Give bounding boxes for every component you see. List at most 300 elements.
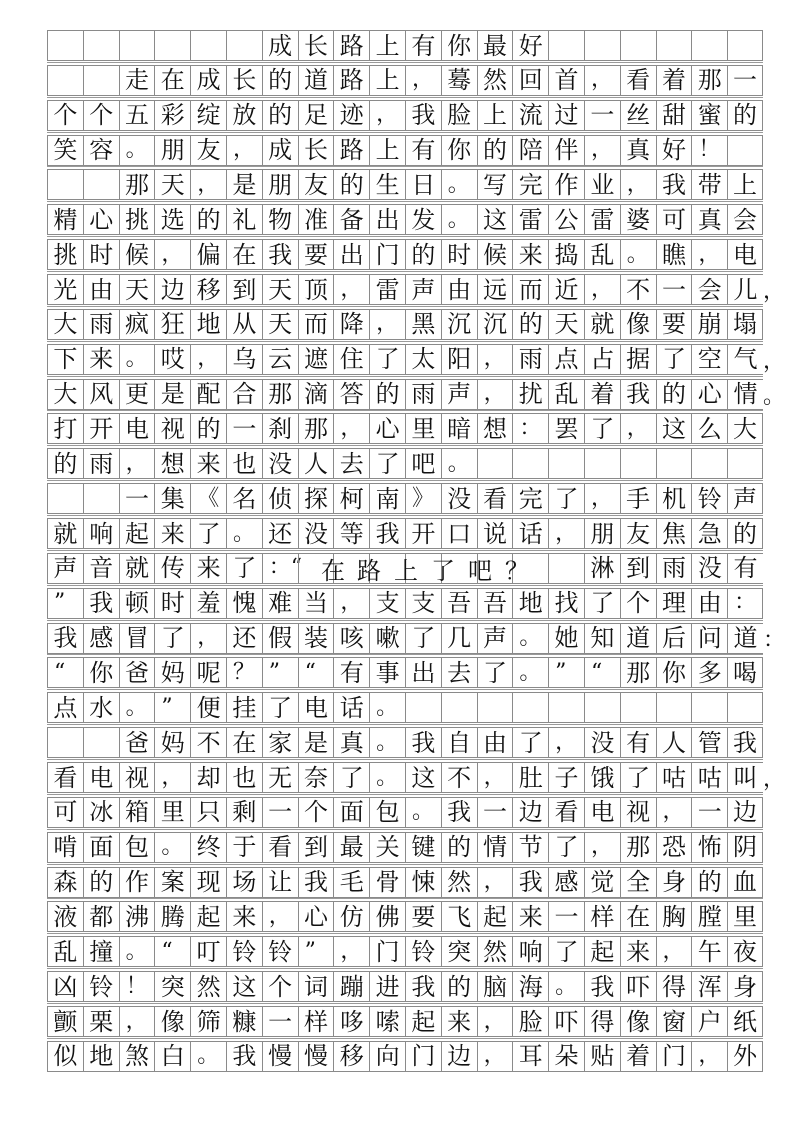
grid-cell: 集	[154, 484, 190, 513]
grid-cell: 移	[333, 1042, 369, 1071]
grid-cell: 着	[656, 66, 692, 95]
grid-cell: 。	[405, 798, 441, 827]
grid-cell: ：“	[262, 554, 298, 583]
grid-cell	[727, 31, 763, 60]
grid-cell: 电	[83, 763, 119, 792]
grid-cell: ，	[190, 345, 226, 374]
grid-cell: 时	[83, 240, 119, 269]
grid-cell: 下	[47, 345, 83, 374]
grid-cell: 知	[584, 624, 620, 653]
grid-cell: 无	[262, 763, 298, 792]
grid-cell: 而	[512, 275, 548, 304]
grid-cell: 喝	[727, 658, 763, 687]
grid-cell: 口	[441, 519, 477, 548]
grid-cell: 手	[620, 484, 656, 513]
grid-cell: 选	[154, 205, 190, 234]
grid-cell: 大	[47, 310, 83, 339]
grid-cell: 长	[298, 136, 334, 165]
grid-cell: 传	[154, 554, 190, 583]
grid-cell: 道	[620, 624, 656, 653]
grid-cell: ：	[512, 414, 548, 443]
grid-cell: 。	[154, 833, 190, 862]
grid-cell: 了	[262, 693, 298, 722]
grid-cell: 柯	[333, 484, 369, 513]
grid-cell: 更	[119, 380, 155, 409]
grid-cell: 向	[369, 1042, 405, 1071]
grid-cell: 点	[47, 693, 83, 722]
overhang-punctuation: ，	[762, 348, 785, 374]
grid-cell: 那	[119, 170, 155, 199]
grid-cell: 了	[548, 833, 584, 862]
grid-cell	[477, 449, 513, 478]
grid-cell: 问	[691, 624, 727, 653]
grid-cell: 笑	[47, 136, 83, 165]
grid-cell: 的	[691, 868, 727, 897]
grid-cell: 。	[441, 205, 477, 234]
grid-cell: 你	[441, 136, 477, 165]
grid-cell: 去	[333, 449, 369, 478]
grid-cell	[691, 31, 727, 60]
grid-cell: 了	[226, 554, 262, 583]
grid-cell: 声	[405, 275, 441, 304]
grid-cell	[584, 31, 620, 60]
grid-cell: 想	[154, 449, 190, 478]
grid-cell: ，	[369, 310, 405, 339]
grid-cell: 起	[119, 519, 155, 548]
grid-cell: 边	[154, 275, 190, 304]
grid-cell: 朋	[584, 519, 620, 548]
grid-cell: 来	[83, 345, 119, 374]
grid-cell: ，	[548, 728, 584, 757]
grid-cell: 的	[47, 449, 83, 478]
grid-cell: 场	[226, 868, 262, 897]
grid-cell: 顿	[119, 589, 155, 618]
grid-cell: 阴	[727, 833, 763, 862]
grid-cell: 会	[727, 205, 763, 234]
grid-cell: 作	[548, 170, 584, 199]
grid-cell: 事	[369, 658, 405, 687]
grid-cell: 我	[47, 624, 83, 653]
grid-cell: 了	[620, 763, 656, 792]
grid-cell	[620, 693, 656, 722]
grid-cell: 的	[83, 868, 119, 897]
grid-cell	[441, 693, 477, 722]
grid-cell: 关	[369, 833, 405, 862]
grid-cell: 是	[298, 728, 334, 757]
grid-cell: 真	[691, 205, 727, 234]
grid-cell: 面	[333, 798, 369, 827]
grid-cell: 包	[119, 833, 155, 862]
grid-cell: ，	[620, 414, 656, 443]
grid-cell: ，	[477, 345, 513, 374]
grid-cell: 森	[47, 868, 83, 897]
grid-cell: 凶	[47, 972, 83, 1001]
grid-cell: 我	[727, 728, 763, 757]
grid-cell: 心	[369, 414, 405, 443]
grid-cell: 最	[333, 833, 369, 862]
grid-cell: 感	[548, 868, 584, 897]
grid-cell: 恐	[656, 833, 692, 862]
grid-cell: 奈	[298, 763, 334, 792]
grid-cell	[548, 449, 584, 478]
grid-cell: 发	[405, 205, 441, 234]
grid-cell: 雷	[584, 205, 620, 234]
grid-cell	[727, 449, 763, 478]
grid-row	[47, 936, 763, 967]
grid-cell: 点	[548, 345, 584, 374]
grid-cell: 你	[656, 658, 692, 687]
grid-cell: 由	[477, 728, 513, 757]
grid-cell: 那	[620, 833, 656, 862]
grid-cell: 羞	[190, 589, 226, 618]
grid-cell: 管	[691, 728, 727, 757]
grid-cell: 个	[262, 972, 298, 1001]
grid-cell: 里	[727, 902, 763, 931]
grid-cell: 。	[119, 136, 155, 165]
grid-cell: 有	[727, 554, 763, 583]
grid-cell: ，	[620, 170, 656, 199]
grid-cell: 冰	[83, 798, 119, 827]
grid-cell: 友	[298, 170, 334, 199]
grid-cell: 气	[727, 345, 763, 374]
grid-cell: 成	[262, 31, 298, 60]
grid-cell: 扰	[512, 380, 548, 409]
grid-cell: 铃	[262, 937, 298, 966]
drifted-character: 路	[357, 556, 381, 585]
grid-cell: 门	[656, 1042, 692, 1071]
grid-cell: 上	[727, 170, 763, 199]
grid-cell: 出	[405, 658, 441, 687]
grid-cell: 天	[262, 275, 298, 304]
grid-cell: 仿	[333, 902, 369, 931]
grid-cell: 铃	[83, 972, 119, 1001]
grid-cell: 边	[512, 798, 548, 827]
overhang-punctuation: ，	[762, 279, 785, 305]
grid-cell: 。	[369, 693, 405, 722]
grid-cell: 。	[441, 170, 477, 199]
grid-cell: 一	[477, 798, 513, 827]
grid-cell: 耳	[512, 1042, 548, 1071]
grid-cell: 长	[226, 66, 262, 95]
grid-cell	[226, 31, 262, 60]
grid-cell: ，	[333, 589, 369, 618]
grid-cell: 真	[333, 728, 369, 757]
grid-cell: 礼	[226, 205, 262, 234]
grid-cell: ，	[584, 275, 620, 304]
grid-cell	[47, 170, 83, 199]
grid-cell: 有	[405, 136, 441, 165]
grid-row	[47, 832, 763, 863]
grid-cell: 侦	[262, 484, 298, 513]
grid-cell: 好	[512, 31, 548, 60]
grid-row	[47, 100, 763, 131]
grid-cell: 了	[369, 449, 405, 478]
grid-cell: 道	[298, 66, 334, 95]
grid-cell: 几	[441, 624, 477, 653]
grid-cell: 这	[477, 205, 513, 234]
grid-cell: 容	[83, 136, 119, 165]
grid-cell: 身	[727, 972, 763, 1001]
grid-cell: 词	[298, 972, 334, 1001]
grid-cell: 嗽	[369, 624, 405, 653]
grid-cell: 最	[477, 31, 513, 60]
grid-cell	[512, 693, 548, 722]
grid-cell: 一	[548, 902, 584, 931]
grid-cell: 日	[405, 170, 441, 199]
grid-cell: 《	[190, 484, 226, 513]
grid-row	[47, 413, 763, 444]
grid-row	[47, 657, 763, 688]
grid-cell	[83, 728, 119, 757]
grid-cell: 电	[119, 414, 155, 443]
grid-cell: ，	[477, 868, 513, 897]
grid-cell: 夜	[727, 937, 763, 966]
grid-cell: 呢	[190, 658, 226, 687]
grid-cell: 样	[298, 1007, 334, 1036]
grid-cell: 边	[727, 798, 763, 827]
grid-cell: 天	[548, 310, 584, 339]
grid-cell: 看	[47, 763, 83, 792]
grid-cell: 的	[512, 310, 548, 339]
grid-cell: ，	[548, 519, 584, 548]
grid-cell: 挑	[119, 205, 155, 234]
grid-cell: 沉	[441, 310, 477, 339]
grid-row	[47, 518, 763, 549]
grid-cell: 五	[119, 101, 155, 130]
grid-cell: 吓	[548, 1007, 584, 1036]
overhang-punctuation: 。	[762, 383, 785, 409]
grid-cell: 公	[548, 205, 584, 234]
grid-cell: 》	[405, 484, 441, 513]
grid-cell: 的	[262, 101, 298, 130]
grid-cell: 在	[226, 240, 262, 269]
grid-cell: 水	[83, 693, 119, 722]
grid-cell: 朋	[262, 170, 298, 199]
grid-cell: 全	[620, 868, 656, 897]
grid-cell: 了	[333, 763, 369, 792]
grid-cell: 成	[262, 136, 298, 165]
grid-cell: 起	[190, 902, 226, 931]
grid-cell: 纸	[727, 1007, 763, 1036]
grid-cell: 了	[548, 937, 584, 966]
grid-cell: 我	[405, 972, 441, 1001]
grid-cell: 天	[119, 275, 155, 304]
grid-cell: 起	[584, 937, 620, 966]
grid-cell: 脸	[441, 101, 477, 130]
grid-cell: 人	[656, 728, 692, 757]
grid-cell: 看	[477, 484, 513, 513]
grid-cell: 而	[298, 310, 334, 339]
grid-cell: 雨	[83, 310, 119, 339]
grid-cell: 看	[620, 66, 656, 95]
grid-cell: 让	[262, 868, 298, 897]
grid-cell: 上	[369, 66, 405, 95]
grid-cell: 上	[369, 136, 405, 165]
drifted-character: 吧	[468, 556, 492, 585]
grid-cell: 打	[47, 414, 83, 443]
grid-cell: 蓦	[441, 66, 477, 95]
grid-cell: 没	[262, 449, 298, 478]
grid-cell: 脸	[512, 1007, 548, 1036]
grid-cell: 过	[548, 101, 584, 130]
grid-cell: 进	[369, 972, 405, 1001]
grid-cell: 的	[333, 170, 369, 199]
grid-cell: 没	[441, 484, 477, 513]
grid-cell: 可	[47, 798, 83, 827]
grid-cell: ”	[262, 658, 298, 687]
grid-cell: 陪	[512, 136, 548, 165]
title-row	[47, 30, 763, 61]
grid-cell: 狂	[154, 310, 190, 339]
grid-cell: 。	[190, 1042, 226, 1071]
grid-cell: 的	[727, 101, 763, 130]
grid-row	[47, 971, 763, 1002]
grid-cell: 我	[226, 1042, 262, 1071]
grid-cell: ：	[727, 589, 763, 618]
grid-cell: 么	[691, 414, 727, 443]
grid-cell: 一	[119, 484, 155, 513]
grid-cell: 情	[477, 833, 513, 862]
grid-cell: 光	[47, 275, 83, 304]
grid-cell: 要	[656, 310, 692, 339]
grid-cell	[83, 484, 119, 513]
grid-row	[47, 379, 785, 410]
grid-cell: ，	[477, 763, 513, 792]
grid-cell	[47, 31, 83, 60]
grid-cell: 住	[333, 345, 369, 374]
grid-cell: 然	[477, 66, 513, 95]
grid-row	[47, 204, 763, 235]
grid-cell: 吾	[477, 589, 513, 618]
grid-cell: 到	[226, 275, 262, 304]
grid-cell: 。	[226, 519, 262, 548]
grid-cell: 这	[656, 414, 692, 443]
grid-cell: 响	[512, 937, 548, 966]
grid-cell: 要	[298, 240, 334, 269]
overhang-punctuation: ，	[762, 767, 785, 793]
grid-cell: 户	[691, 1007, 727, 1036]
grid-cell: 脑	[477, 972, 513, 1001]
grid-cell: 写	[477, 170, 513, 199]
grid-cell: 婆	[620, 205, 656, 234]
grid-cell	[405, 693, 441, 722]
grid-cell: 是	[226, 170, 262, 199]
grid-cell: 配	[190, 380, 226, 409]
grid-cell: 音	[83, 554, 119, 583]
grid-cell: 回	[512, 66, 548, 95]
grid-cell: 叮	[190, 937, 226, 966]
grid-cell: 哆	[333, 1007, 369, 1036]
grid-cell: 一	[262, 1007, 298, 1036]
grid-cell: 得	[584, 1007, 620, 1036]
grid-row	[47, 901, 763, 932]
grid-cell: 塌	[727, 310, 763, 339]
grid-cell: 个	[47, 101, 83, 130]
grid-cell: 我	[620, 380, 656, 409]
grid-cell: 了	[477, 658, 513, 687]
grid-cell: 颤	[47, 1007, 83, 1036]
grid-cell: 突	[154, 972, 190, 1001]
grid-cell: 流	[512, 101, 548, 130]
grid-cell: 急	[691, 519, 727, 548]
grid-cell: 找	[548, 589, 584, 618]
grid-cell: 门	[369, 240, 405, 269]
grid-cell: 电	[727, 240, 763, 269]
grid-cell	[727, 136, 763, 165]
grid-cell: 等	[333, 519, 369, 548]
grid-cell: 。	[369, 763, 405, 792]
grid-cell: 没	[584, 728, 620, 757]
grid-cell: 咕	[691, 763, 727, 792]
grid-cell: 有	[620, 728, 656, 757]
grid-cell: 像	[620, 310, 656, 339]
grid-cell: 饿	[584, 763, 620, 792]
grid-cell: 支	[369, 589, 405, 618]
grid-cell: 刹	[262, 414, 298, 443]
grid-cell: 然	[190, 972, 226, 1001]
grid-cell: ，	[584, 484, 620, 513]
grid-cell: 了	[512, 728, 548, 757]
grid-cell	[548, 554, 584, 583]
drifted-character: ？	[505, 556, 529, 585]
grid-cell: 。	[119, 937, 155, 966]
grid-cell: 浑	[691, 972, 727, 1001]
grid-row	[47, 797, 763, 828]
grid-cell: 看	[548, 798, 584, 827]
grid-cell: 没	[691, 554, 727, 583]
grid-cell: 长	[298, 31, 334, 60]
grid-cell: 里	[405, 414, 441, 443]
grid-cell: 心	[691, 380, 727, 409]
grid-cell: 吾	[441, 589, 477, 618]
grid-cell: 觉	[584, 868, 620, 897]
grid-cell: 筛	[190, 1007, 226, 1036]
grid-cell: 有	[333, 658, 369, 687]
grid-cell: 看	[262, 833, 298, 862]
grid-row	[47, 867, 763, 898]
grid-cell	[548, 31, 584, 60]
grid-row	[47, 169, 763, 200]
grid-row	[47, 239, 763, 270]
grid-cell	[584, 449, 620, 478]
grid-cell: 合	[226, 380, 262, 409]
grid-cell: 雷	[369, 275, 405, 304]
grid-cell: 的	[405, 240, 441, 269]
grid-cell: 怖	[691, 833, 727, 862]
grid-cell: 着	[584, 380, 620, 409]
grid-cell: 悚	[405, 868, 441, 897]
grid-cell: 吓	[620, 972, 656, 1001]
grid-cell: 电	[298, 693, 334, 722]
grid-cell: 假	[262, 624, 298, 653]
grid-cell: ，	[119, 1007, 155, 1036]
grid-row	[47, 588, 763, 619]
grid-cell: 声	[727, 484, 763, 513]
grid-cell: ，	[190, 170, 226, 199]
grid-cell: 占	[584, 345, 620, 374]
grid-cell: 视	[119, 763, 155, 792]
grid-cell: 的	[262, 66, 298, 95]
grid-cell: 突	[441, 937, 477, 966]
grid-cell: 来	[154, 519, 190, 548]
grid-cell: 路	[333, 31, 369, 60]
grid-cell: 据	[620, 345, 656, 374]
grid-row	[47, 1041, 763, 1072]
grid-row	[47, 727, 763, 758]
grid-cell	[691, 693, 727, 722]
grid-cell: 人	[298, 449, 334, 478]
grid-cell: 备	[333, 205, 369, 234]
